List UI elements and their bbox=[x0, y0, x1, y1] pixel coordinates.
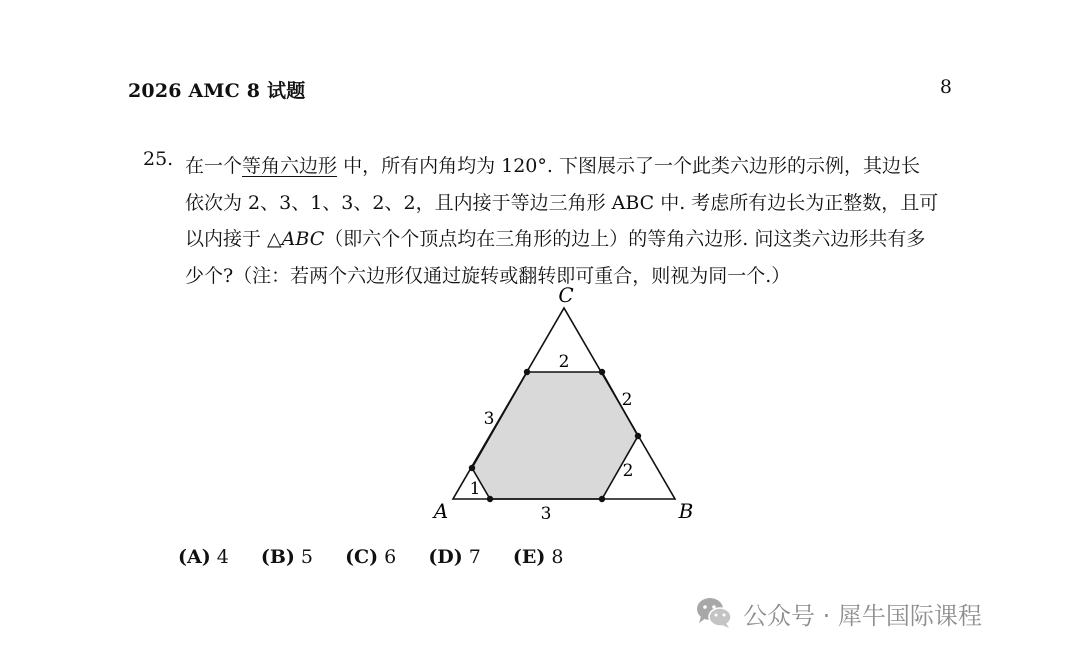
vertex-label-b: B bbox=[678, 499, 694, 523]
vertex-dot bbox=[524, 369, 530, 375]
choice-label: (D) bbox=[428, 546, 463, 568]
answer-choices bbox=[178, 546, 589, 568]
problem-statement bbox=[185, 148, 957, 294]
choice-e bbox=[513, 546, 564, 568]
choice-a bbox=[178, 546, 229, 568]
problem-line-1 bbox=[185, 148, 957, 185]
choice-value: 7 bbox=[468, 546, 481, 568]
line3-part-b: （即六个个顶点均在三角形的边上）的等角六边形. 问这类六边形共有多 bbox=[324, 228, 926, 250]
vertex-dot bbox=[635, 433, 641, 439]
choice-value: 4 bbox=[216, 546, 229, 568]
watermark bbox=[695, 593, 982, 633]
vertex-dot bbox=[469, 465, 475, 471]
problem-number: 25. bbox=[143, 148, 174, 170]
side-label-upper-right: 2 bbox=[621, 390, 633, 410]
choice-c bbox=[345, 546, 396, 568]
line1-part-a: 在一个 bbox=[185, 155, 243, 177]
problem-line-2: 依次为 2、3、1、3、2、2，且内接于等边三角形 ABC 中. 考虑所有边长为正整数，且可 bbox=[185, 191, 939, 214]
triangle-symbol: △ bbox=[267, 228, 282, 250]
vertex-label-c: C bbox=[558, 283, 574, 307]
choice-value: 5 bbox=[300, 546, 314, 568]
vertex-dot bbox=[599, 369, 605, 375]
problem-line-4: 少个?（注：若两个六边形仅通过旋转或翻转即可重合，则视为同一个.） bbox=[185, 264, 791, 287]
exam-title: 2026 AMC 8 试题 bbox=[128, 80, 306, 102]
choice-label: (B) bbox=[260, 546, 295, 568]
line1-part-b: 中，所有内角均为 120°. 下图展示了一个此类六边形的示例，其边长 bbox=[343, 155, 920, 177]
vertex-dot bbox=[599, 496, 605, 502]
choice-label: (E) bbox=[512, 546, 546, 568]
line3-part-a: 以内接于 bbox=[185, 228, 268, 250]
choice-d bbox=[428, 546, 481, 568]
side-label-upper-left: 3 bbox=[483, 409, 495, 429]
side-label-lower-right: 2 bbox=[622, 461, 634, 481]
side-label-top: 2 bbox=[558, 352, 570, 372]
page-number: 8 bbox=[939, 76, 952, 98]
wechat-icon bbox=[695, 596, 733, 630]
choice-label: (C) bbox=[345, 546, 379, 568]
choice-value: 6 bbox=[384, 546, 397, 568]
vertex-label-a: A bbox=[433, 499, 449, 523]
choice-label: (A) bbox=[178, 546, 211, 568]
triangle-hexagon-figure bbox=[415, 280, 715, 525]
vertex-dot bbox=[487, 496, 493, 502]
watermark-text: 公众号 · 犀牛国际课程 bbox=[743, 601, 982, 630]
triangle-name: ABC bbox=[281, 228, 325, 250]
side-label-lower-left: 1 bbox=[469, 479, 481, 499]
choice-b bbox=[261, 546, 313, 568]
side-label-bottom: 3 bbox=[540, 504, 552, 524]
page-header bbox=[128, 76, 952, 102]
problem-line-3 bbox=[185, 221, 957, 258]
choice-value: 8 bbox=[551, 546, 564, 568]
term-equiangular-hexagon: 等角六边形 bbox=[242, 155, 338, 177]
